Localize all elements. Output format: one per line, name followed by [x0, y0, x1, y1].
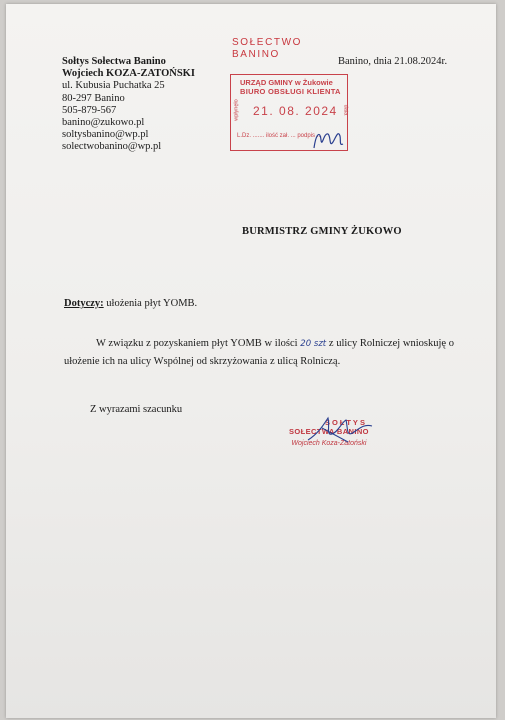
sender-street: ul. Kubusia Puchatka 25: [62, 80, 165, 92]
stamp-office: URZĄD GMINY w Żukowie: [240, 78, 333, 87]
handwritten-signature: [302, 414, 382, 446]
sender-email-2: soltysbanino@wp.pl: [62, 129, 149, 141]
sender-city: 80-297 Banino: [62, 92, 125, 104]
handwritten-initials: [310, 126, 346, 156]
body-part-2: z ulicy Rolniczej wnioskuję o ułożenie ich na ulicy Wspólnej od skrzyżowania z ulicą Rolniczą.: [64, 338, 455, 367]
solectwo-logo: [232, 37, 302, 61]
subject-text: ułożenia płyt YOMB.: [106, 298, 198, 309]
letter-page: [6, 4, 496, 718]
subject-label: Dotyczy:: [64, 298, 104, 309]
subject-line: [64, 298, 197, 309]
stamp-side-left: wpłynęło: [233, 99, 240, 121]
logo-line-2: BANINO: [232, 49, 280, 60]
closing-phrase: Z wyrazami szacunku: [90, 404, 183, 415]
logo-line-1: SOŁECTWO: [232, 37, 303, 48]
handwritten-quantity: 20 szt: [300, 339, 327, 349]
sender-name: Wojciech KOZA-ZATOŃSKI: [62, 68, 195, 80]
recipient: BURMISTRZ GMINY ŻUKOWO: [242, 226, 402, 237]
place-date: Banino, dnia 21.08.2024r.: [338, 56, 448, 67]
stamp-desk: BIURO OBSŁUGI KLIENTA: [240, 87, 341, 96]
sender-block: [62, 56, 195, 154]
sig-stamp-name: Wojciech Koza-Zatoński: [291, 440, 367, 447]
sig-stamp-title: SOŁTYS: [324, 418, 367, 427]
sender-phone: 505-879-567: [62, 104, 117, 116]
sender-email-3: solectwobanino@wp.pl: [62, 141, 162, 153]
stamp-footer: L.Dz. ....... ilość zał. ... podpis ...: [237, 133, 322, 139]
sig-stamp-unit: SOŁECTWA BANINO: [289, 427, 369, 436]
stamp-date: 21. 08. 2024: [253, 104, 338, 118]
body-part-1: W związku z pozyskaniem płyt YOMB w ilości: [96, 338, 298, 349]
sender-email-1: banino@zukowo.pl: [62, 117, 145, 129]
sender-title: Sołtys Sołectwa Banino: [62, 56, 166, 67]
stamp-side-right: data: [342, 104, 349, 116]
letter-body: [64, 335, 454, 370]
